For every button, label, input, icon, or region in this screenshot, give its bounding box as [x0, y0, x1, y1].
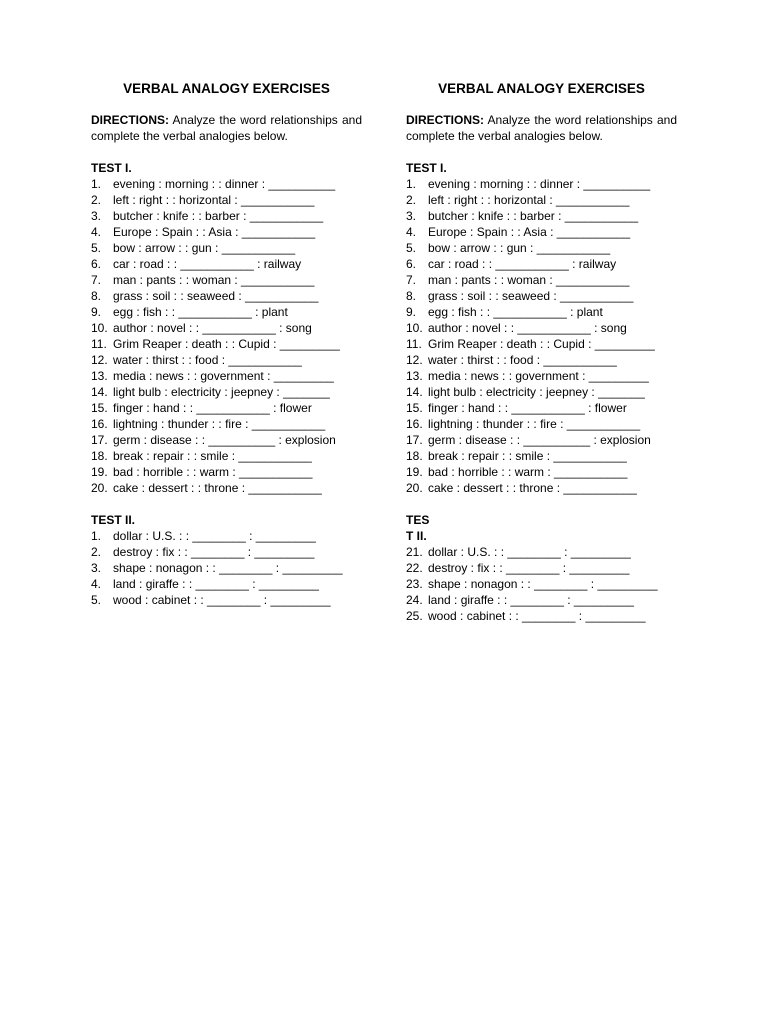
analogy-item [91, 352, 362, 368]
analogy-text: land : giraffe : : ________ : _________ [428, 593, 634, 607]
section-spacer [406, 496, 677, 512]
item-number: 21. [406, 545, 423, 559]
analogy-text: Grim Reaper : death : : Cupid : _________ [428, 337, 655, 351]
item-number: 17. [406, 433, 423, 447]
analogy-item [406, 304, 677, 320]
item-number: 22. [406, 561, 423, 575]
item-number: 1. [91, 529, 102, 543]
analogy-text: butcher : knife : : barber : ___________ [428, 209, 639, 223]
item-number: 2. [91, 193, 102, 207]
item-number: 14. [91, 385, 108, 399]
analogy-item [91, 304, 362, 320]
analogy-text: bad : horrible : : warm : ___________ [428, 465, 628, 479]
analogy-text: grass : soil : : seaweed : ___________ [428, 289, 634, 303]
analogy-item [91, 592, 362, 608]
test-2-list [406, 544, 677, 624]
analogy-text: left : right : : horizontal : ___________ [113, 193, 315, 207]
analogy-text: water : thirst : : food : ___________ [113, 353, 302, 367]
directions-text: Analyze the word relationships and complete the verbal analogies below. [91, 113, 362, 143]
item-number: 10. [406, 321, 423, 335]
analogy-item [91, 176, 362, 192]
analogy-text: Europe : Spain : : Asia : ___________ [113, 225, 316, 239]
analogy-item [406, 336, 677, 352]
analogy-text: car : road : : ___________ : railway [113, 257, 302, 271]
analogy-item [406, 576, 677, 592]
analogy-text: lightning : thunder : : fire : ___________ [113, 417, 326, 431]
analogy-text: author : novel : : ___________ : song [113, 321, 312, 335]
test-2-heading-part-2: T II. [406, 529, 427, 543]
analogy-text: man : pants : : woman : ___________ [113, 273, 315, 287]
item-number: 11. [406, 337, 422, 351]
analogy-item [91, 288, 362, 304]
analogy-text: bow : arrow : : gun : ___________ [428, 241, 611, 255]
item-number: 8. [91, 289, 102, 303]
analogy-text: dollar : U.S. : : ________ : _________ [113, 529, 316, 543]
item-number: 7. [406, 273, 417, 287]
analogy-text: grass : soil : : seaweed : ___________ [113, 289, 319, 303]
analogy-text: germ : disease : : __________ : explosion [113, 433, 336, 447]
analogy-text: cake : dessert : : throne : ___________ [428, 481, 637, 495]
analogy-item [406, 592, 677, 608]
item-number: 4. [406, 225, 417, 239]
analogy-item [406, 192, 677, 208]
item-number: 13. [91, 369, 108, 383]
worksheet-left [91, 80, 362, 608]
item-number: 17. [91, 433, 108, 447]
analogy-text: finger : hand : : ___________ : flower [113, 401, 312, 415]
item-number: 20. [91, 481, 108, 495]
analogy-text: destroy : fix : : ________ : _________ [113, 545, 315, 559]
analogy-item [406, 448, 677, 464]
analogy-text: Grim Reaper : death : : Cupid : _________ [113, 337, 340, 351]
item-number: 19. [406, 465, 423, 479]
item-number: 13. [406, 369, 423, 383]
worksheet-title: VERBAL ANALOGY EXERCISES [123, 81, 330, 96]
analogy-text: car : road : : ___________ : railway [428, 257, 617, 271]
analogy-item [406, 384, 677, 400]
item-number: 9. [406, 305, 417, 319]
analogy-text: break : repair : : smile : ___________ [113, 449, 312, 463]
analogy-item [406, 224, 677, 240]
analogy-item [406, 240, 677, 256]
analogy-item [406, 416, 677, 432]
analogy-item [406, 480, 677, 496]
analogy-text: media : news : : government : _________ [113, 369, 334, 383]
analogy-text: finger : hand : : ___________ : flower [428, 401, 627, 415]
item-number: 5. [91, 593, 102, 607]
analogy-item [406, 320, 677, 336]
analogy-text: Europe : Spain : : Asia : ___________ [428, 225, 631, 239]
analogy-item [91, 576, 362, 592]
item-number: 15. [406, 401, 423, 415]
item-number: 14. [406, 385, 423, 399]
item-number: 18. [406, 449, 423, 463]
item-number: 1. [406, 177, 417, 191]
analogy-text: egg : fish : : ___________ : plant [428, 305, 603, 319]
analogy-text: light bulb : electricity : jeepney : _______ [113, 385, 330, 399]
analogy-item [406, 400, 677, 416]
item-number: 16. [406, 417, 423, 431]
test-1-heading: TEST I. [91, 161, 132, 175]
analogy-text: man : pants : : woman : ___________ [428, 273, 630, 287]
item-number: 2. [91, 545, 102, 559]
analogy-text: germ : disease : : __________ : explosion [428, 433, 651, 447]
analogy-item [91, 320, 362, 336]
analogy-item [91, 224, 362, 240]
item-number: 9. [91, 305, 102, 319]
analogy-item [91, 416, 362, 432]
analogy-text: land : giraffe : : ________ : _________ [113, 577, 319, 591]
item-number: 8. [406, 289, 417, 303]
analogy-item [406, 464, 677, 480]
analogy-item [406, 432, 677, 448]
analogy-item [91, 256, 362, 272]
item-number: 25. [406, 609, 423, 623]
worksheet-title: VERBAL ANALOGY EXERCISES [438, 81, 645, 96]
analogy-item [91, 480, 362, 496]
item-number: 11. [91, 337, 107, 351]
analogy-item [406, 288, 677, 304]
analogy-item [406, 560, 677, 576]
test-2-list [91, 528, 362, 608]
section-spacer [91, 496, 362, 512]
worksheet-right [406, 80, 677, 624]
analogy-item [406, 208, 677, 224]
analogy-text: water : thirst : : food : ___________ [428, 353, 617, 367]
analogy-text: cake : dessert : : throne : ___________ [113, 481, 322, 495]
item-number: 19. [91, 465, 108, 479]
item-number: 12. [91, 353, 108, 367]
analogy-item [91, 448, 362, 464]
analogy-item [91, 528, 362, 544]
item-number: 1. [91, 177, 102, 191]
analogy-text: bow : arrow : : gun : ___________ [113, 241, 296, 255]
analogy-text: egg : fish : : ___________ : plant [113, 305, 288, 319]
item-number: 16. [91, 417, 108, 431]
item-number: 24. [406, 593, 423, 607]
analogy-text: butcher : knife : : barber : ___________ [113, 209, 324, 223]
analogy-item [91, 272, 362, 288]
item-number: 18. [91, 449, 108, 463]
analogy-item [406, 256, 677, 272]
analogy-text: light bulb : electricity : jeepney : _______ [428, 385, 645, 399]
analogy-item [91, 240, 362, 256]
analogy-item [91, 400, 362, 416]
directions-label: DIRECTIONS: [406, 113, 484, 127]
analogy-item [406, 544, 677, 560]
item-number: 3. [91, 561, 102, 575]
item-number: 4. [91, 577, 102, 591]
directions-label: DIRECTIONS: [91, 113, 169, 127]
analogy-text: break : repair : : smile : ___________ [428, 449, 627, 463]
analogy-item [406, 608, 677, 624]
analogy-item [406, 368, 677, 384]
item-number: 7. [91, 273, 102, 287]
analogy-item [406, 176, 677, 192]
analogy-text: media : news : : government : _________ [428, 369, 649, 383]
directions-text: Analyze the word relationships and complete the verbal analogies below. [406, 113, 677, 143]
analogy-item [406, 352, 677, 368]
analogy-text: dollar : U.S. : : ________ : _________ [428, 545, 631, 559]
test-1-list [406, 176, 677, 496]
item-number: 4. [91, 225, 102, 239]
analogy-text: bad : horrible : : warm : ___________ [113, 465, 313, 479]
test-2-heading-part-1: TES [406, 513, 430, 527]
item-number: 3. [406, 209, 417, 223]
item-number: 15. [91, 401, 108, 415]
item-number: 2. [406, 193, 417, 207]
item-number: 10. [91, 321, 108, 335]
item-number: 6. [91, 257, 102, 271]
analogy-text: evening : morning : : dinner : __________ [428, 177, 651, 191]
item-number: 5. [406, 241, 417, 255]
item-number: 6. [406, 257, 417, 271]
analogy-text: wood : cabinet : : ________ : _________ [428, 609, 646, 623]
item-number: 3. [91, 209, 102, 223]
analogy-item [91, 192, 362, 208]
analogy-item [91, 560, 362, 576]
test-1-list [91, 176, 362, 496]
analogy-text: left : right : : horizontal : ___________ [428, 193, 630, 207]
item-number: 20. [406, 481, 423, 495]
item-number: 23. [406, 577, 423, 591]
directions [406, 112, 677, 144]
test-2-heading: TEST II. [91, 513, 136, 527]
directions [91, 112, 362, 144]
analogy-item [91, 336, 362, 352]
analogy-text: destroy : fix : : ________ : _________ [428, 561, 630, 575]
test-1-heading: TEST I. [406, 161, 447, 175]
item-number: 5. [91, 241, 102, 255]
analogy-text: shape : nonagon : : ________ : _________ [428, 577, 658, 591]
analogy-item [91, 208, 362, 224]
analogy-text: wood : cabinet : : ________ : _________ [113, 593, 331, 607]
analogy-item [91, 368, 362, 384]
analogy-item [91, 432, 362, 448]
analogy-item [406, 272, 677, 288]
analogy-item [91, 544, 362, 560]
analogy-text: lightning : thunder : : fire : ___________ [428, 417, 641, 431]
analogy-text: evening : morning : : dinner : __________ [113, 177, 336, 191]
analogy-text: author : novel : : ___________ : song [428, 321, 627, 335]
item-number: 12. [406, 353, 423, 367]
analogy-item [91, 384, 362, 400]
analogy-text: shape : nonagon : : ________ : _________ [113, 561, 343, 575]
analogy-item [91, 464, 362, 480]
